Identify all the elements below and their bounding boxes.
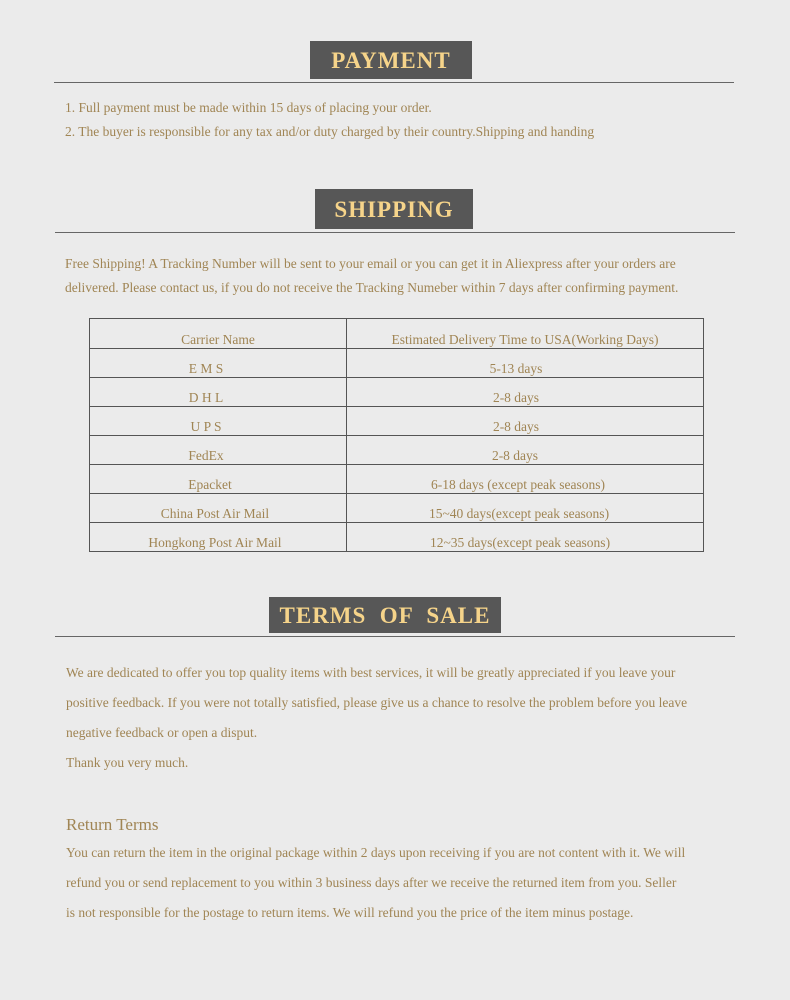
time-cell: 15~40 days(except peak seasons) — [347, 494, 704, 523]
time-cell: 2-8 days — [347, 407, 704, 436]
carrier-cell: E M S — [90, 349, 347, 378]
payment-divider — [54, 82, 734, 83]
table-row — [90, 378, 704, 407]
carrier-cell: U P S — [90, 407, 347, 436]
table-row — [90, 494, 704, 523]
terms-line-2: positive feedback. If you were not totally satisfied, please give us a chance to resolve the problem before you leave — [66, 695, 688, 710]
carrier-cell: Hongkong Post Air Mail — [90, 523, 347, 552]
terms-line-1: We are dedicated to offer you top quality items with best services, it will be greatly appreciated if you leave your — [66, 665, 676, 680]
return-line-1: You can return the item in the original package within 2 days upon receiving if you are not content with it. We will — [66, 845, 686, 860]
table-row — [90, 465, 704, 494]
table-header-row — [90, 319, 704, 349]
time-cell: 5-13 days — [347, 349, 704, 378]
payment-heading: PAYMENT — [310, 41, 472, 79]
carrier-cell: China Post Air Mail — [90, 494, 347, 523]
carrier-cell: FedEx — [90, 436, 347, 465]
header-delivery-time: Estimated Delivery Time to USA(Working Days) — [347, 319, 704, 349]
table-row — [90, 436, 704, 465]
time-cell: 6-18 days (except peak seasons) — [347, 465, 704, 494]
shipping-heading: SHIPPING — [315, 189, 473, 229]
time-cell: 2-8 days — [347, 378, 704, 407]
table-row — [90, 407, 704, 436]
return-line-2: refund you or send replacement to you within 3 business days after we receive the returned item from you. Seller — [66, 875, 677, 890]
time-cell: 12~35 days(except peak seasons) — [347, 523, 704, 552]
terms-heading: TERMS OF SALE — [269, 597, 501, 633]
payment-line-1: 1. Full payment must be made within 15 days of placing your order. — [65, 100, 432, 115]
payment-line-2: 2. The buyer is responsible for any tax and/or duty charged by their country.Shipping and handing — [65, 124, 595, 139]
return-line-3: is not responsible for the postage to return items. We will refund you the price of the item minus postage. — [66, 905, 634, 920]
time-cell: 2-8 days — [347, 436, 704, 465]
terms-divider — [55, 636, 735, 637]
shipping-line-2: delivered. Please contact us, if you do not receive the Tracking Numeber within 7 days after confirming payment. — [65, 280, 679, 295]
return-terms-title: Return Terms — [66, 815, 159, 834]
shipping-divider — [55, 232, 735, 233]
table-row — [90, 523, 704, 552]
carrier-cell: Epacket — [90, 465, 347, 494]
shipping-line-1: Free Shipping! A Tracking Number will be sent to your email or you can get it in Aliexpress after your orders are — [65, 256, 676, 271]
carrier-cell: D H L — [90, 378, 347, 407]
terms-line-4: Thank you very much. — [66, 755, 189, 770]
header-carrier: Carrier Name — [90, 319, 347, 349]
terms-line-3: negative feedback or open a disput. — [66, 725, 258, 740]
table-row — [90, 349, 704, 378]
shipping-table — [89, 318, 704, 552]
